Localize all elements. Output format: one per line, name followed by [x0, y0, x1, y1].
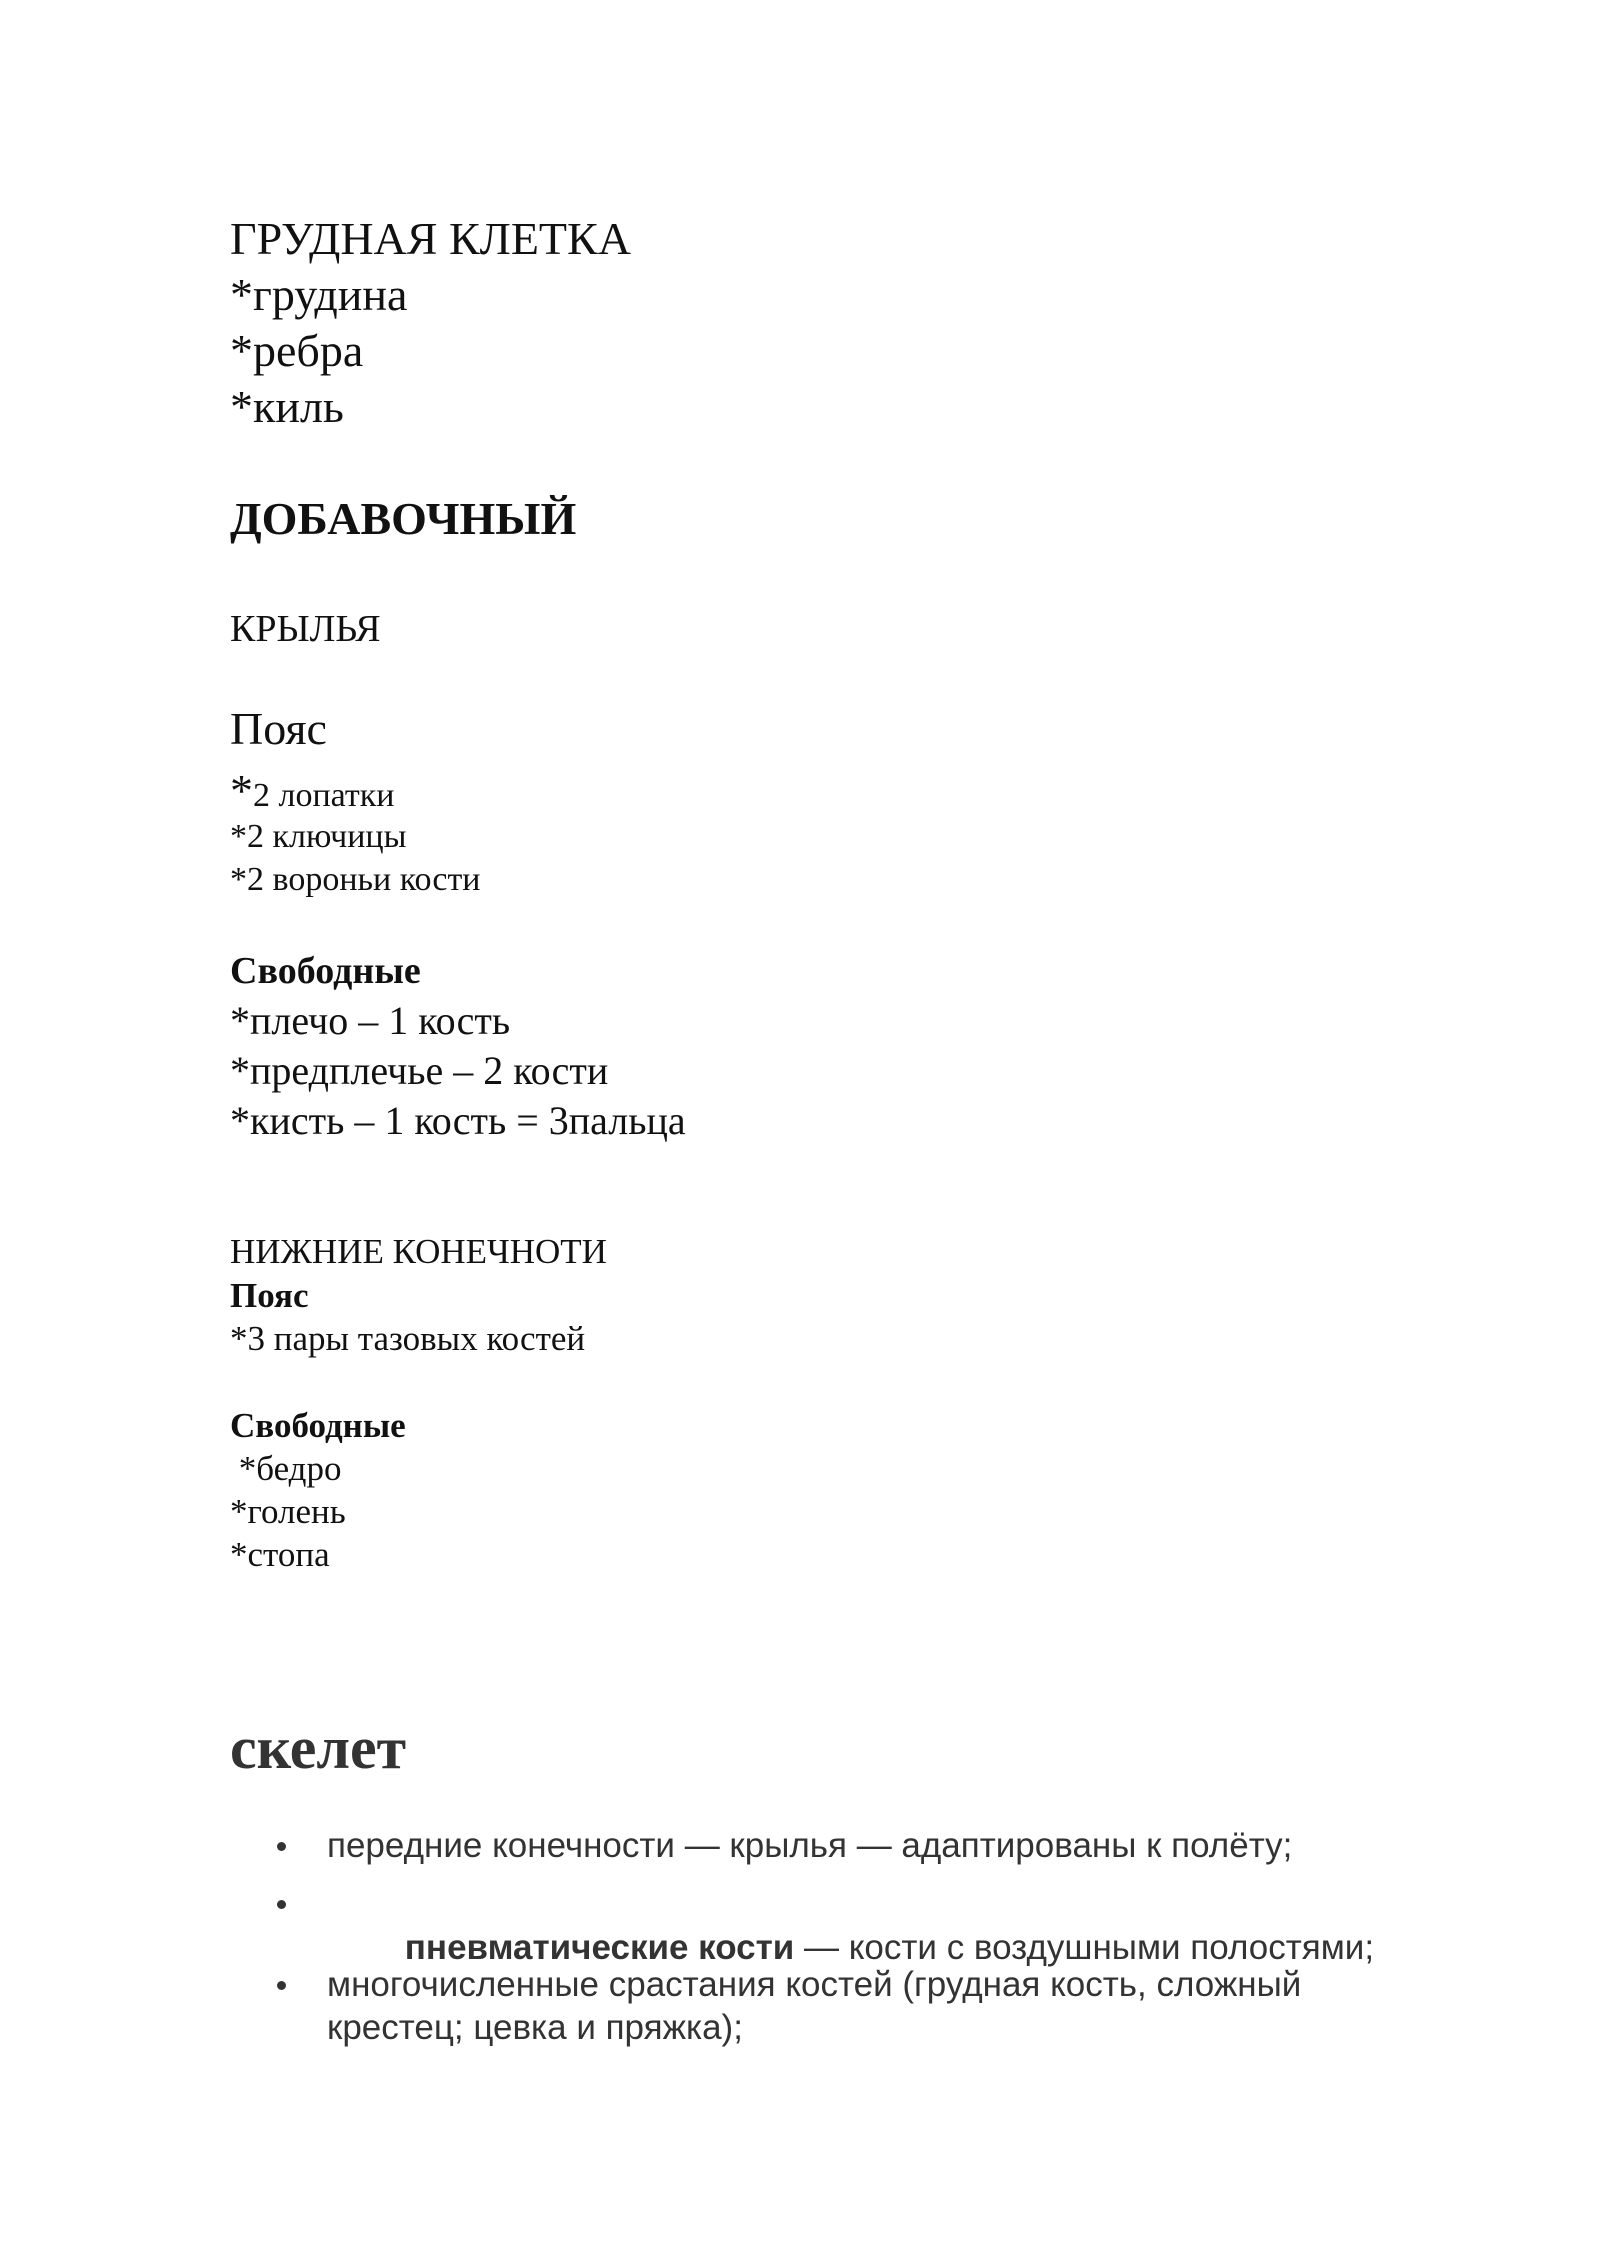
list-item — [230, 765, 395, 816]
list-item-text-rest: — кости с воздушными полостями; — [794, 1928, 1375, 1967]
list-item-text: 2 лопатки — [253, 777, 395, 814]
list-item: *плечо – 1 кость — [230, 998, 511, 1043]
list-item: *2 вороньи кости — [230, 861, 481, 898]
list-item-text-line: многочисленные срастания костей (грудная кость, сложный — [327, 1965, 1302, 2004]
list-item-text-continuation — [327, 2006, 743, 2050]
list-item: *грудина — [230, 269, 408, 320]
section-title-wings: КРЫЛЬЯ — [230, 608, 381, 650]
list-item-text-rest: передние конечности — крылья — адаптированы к полёту; — [327, 1826, 1293, 1865]
bullet-icon — [277, 1981, 286, 1990]
section-title-lower-limbs: НИЖНИЕ КОНЕЧНОТИ — [230, 1232, 607, 1271]
subsection-title-girdle: Пояс — [230, 1276, 309, 1315]
list-item: *голень — [230, 1492, 346, 1531]
list-item: *стопа — [230, 1535, 330, 1574]
list-item-text — [327, 1963, 1301, 2007]
list-item: *ребра — [230, 325, 364, 376]
bold-term: пневматические кости — [404, 1928, 795, 1967]
list-item: *2 ключицы — [230, 818, 407, 855]
subsection-title-free: Свободные — [230, 1406, 406, 1445]
subsection-title-free: Свободные — [230, 950, 421, 992]
list-item: *предплечье – 2 кости — [230, 1048, 609, 1093]
section-title-chest: ГРУДНАЯ КЛЕТКА — [230, 213, 631, 264]
section-title-skeleton: скелет — [230, 1715, 407, 1781]
section-title-additional: ДОБАВОЧНЫЙ — [230, 493, 577, 544]
list-item: *3 пары тазовых костей — [230, 1319, 586, 1358]
bullet-icon — [277, 1842, 286, 1851]
list-item: *бедро — [230, 1449, 342, 1488]
list-item: *кисть – 1 кость = 3пальца — [230, 1098, 686, 1143]
list-item-text-line: крестец; цевка и пряжка); — [327, 2008, 743, 2047]
list-marker: * — [230, 765, 253, 816]
list-item-text — [327, 1824, 1292, 1868]
list-item: *киль — [230, 381, 344, 432]
bullet-icon — [277, 1900, 286, 1909]
subsection-title-girdle: Пояс — [230, 703, 327, 754]
